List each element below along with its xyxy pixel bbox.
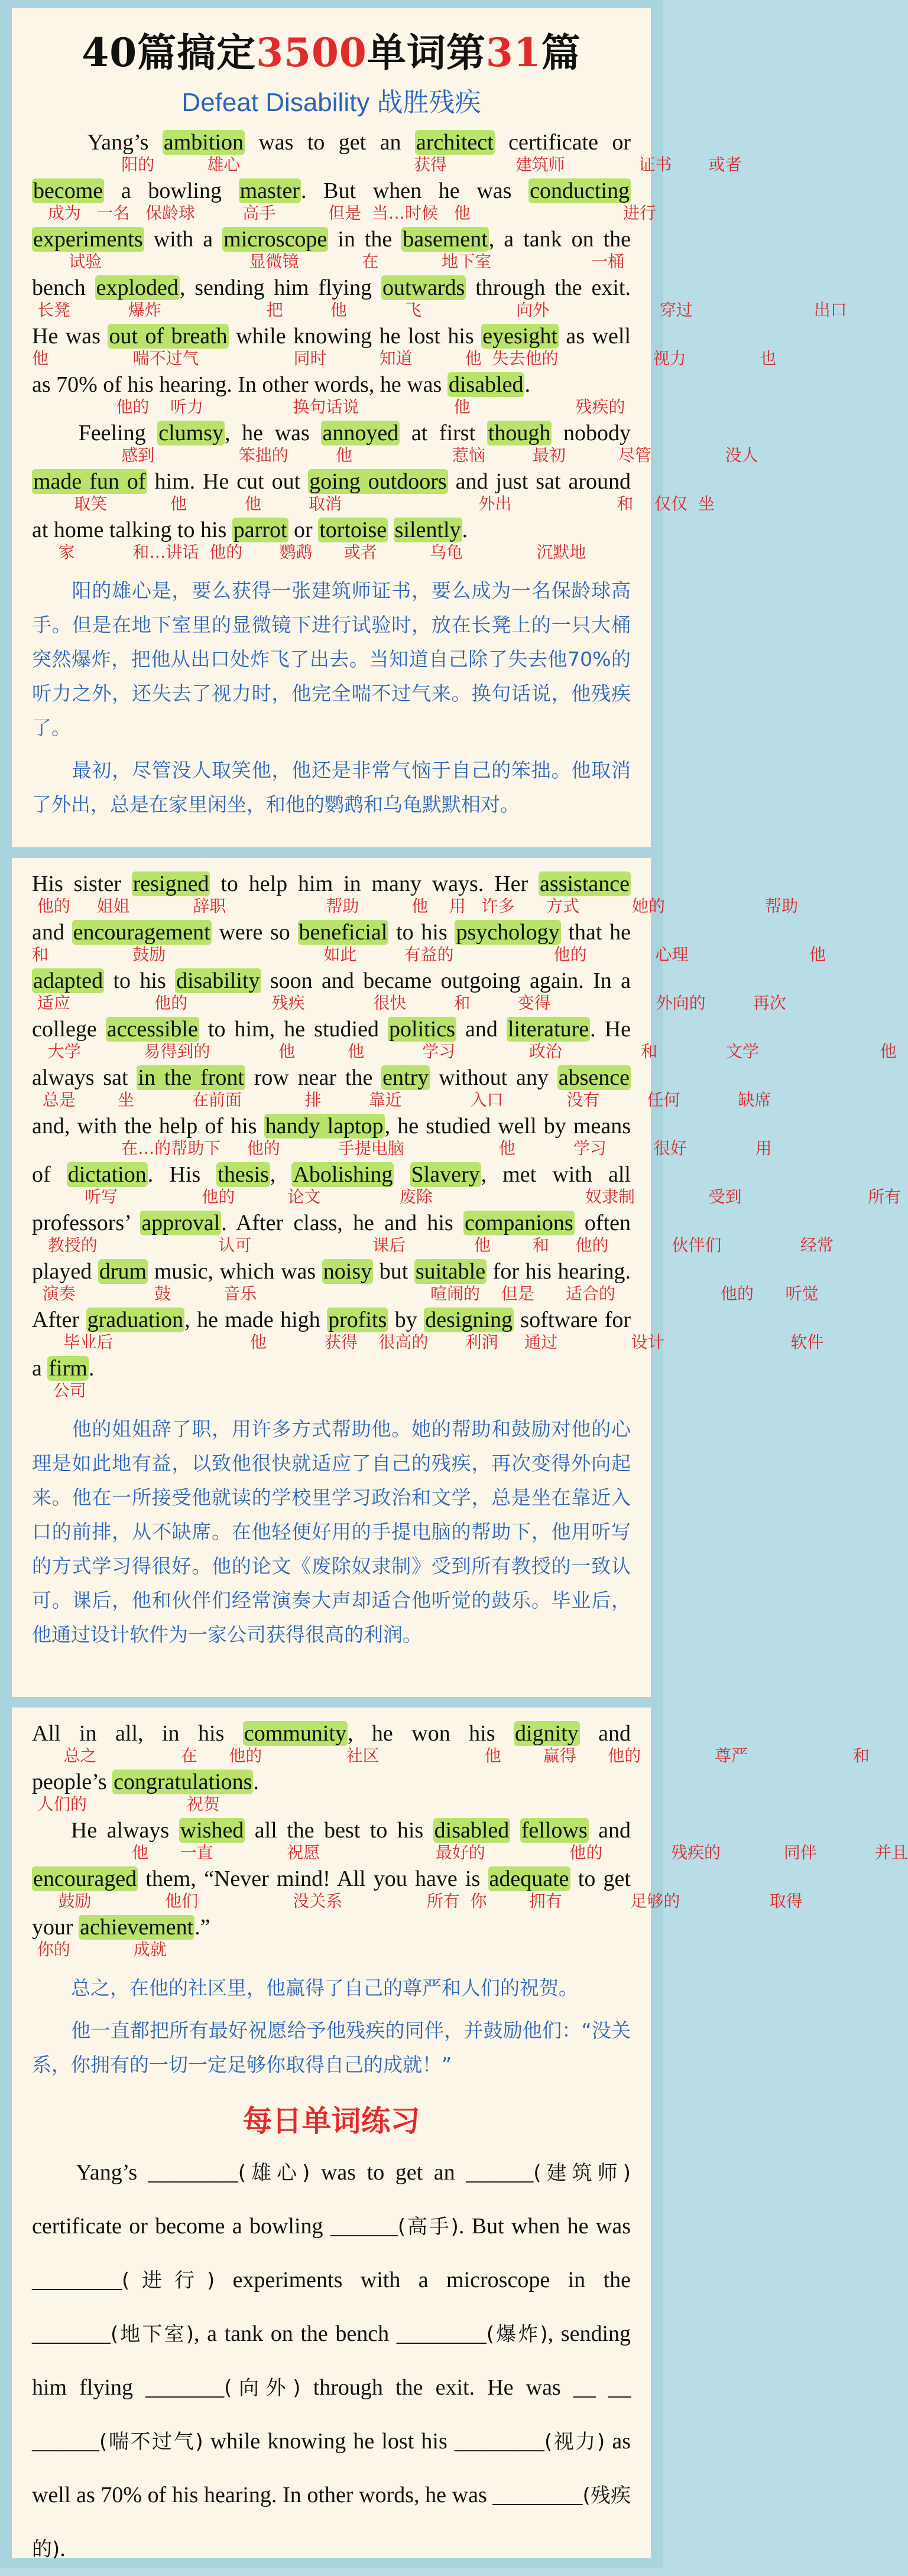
english-line: He was out of breath while knowing he lost his eyesight as well bbox=[32, 324, 631, 349]
vocab-highlight: adapted bbox=[33, 968, 103, 993]
exercise-hint: (雄心) bbox=[238, 2161, 310, 2185]
vocab-highlight: Slavery bbox=[411, 1162, 480, 1187]
text-line bbox=[32, 1817, 908, 1866]
english-line: After graduation, he made high profits by designing software for bbox=[32, 1307, 631, 1332]
vocab-highlight: dignity bbox=[514, 1721, 579, 1746]
text-line bbox=[32, 1016, 897, 1065]
vocab-highlight: profits bbox=[328, 1307, 387, 1332]
exercise-title: 每日单词练习 bbox=[242, 2103, 420, 2138]
text-line bbox=[32, 1866, 803, 1914]
chinese-gloss-line: 大学 易得到的 他 他 学习 政治 和 文学 他 bbox=[32, 1042, 897, 1061]
english-line: and, with the help of his handy laptop, he studied well by means bbox=[32, 1114, 631, 1139]
vocab-highlight: approval bbox=[141, 1211, 220, 1235]
english-line: of dictation. His thesis, Abolishing Slavery, met with all bbox=[32, 1162, 631, 1187]
vocab-highlight: architect bbox=[416, 130, 494, 155]
vocab-highlight: firm bbox=[48, 1356, 87, 1381]
vocab-highlight: achievement bbox=[80, 1915, 194, 1940]
vocab-highlight: handy laptop bbox=[265, 1114, 384, 1139]
chinese-paragraph: 最初，尽管没人取笑他，他还是非常气恼于自己的笨拙。他取消了外出，总是在家里闲坐，和他的鹦鹉和乌龟默默相对。 bbox=[32, 759, 631, 816]
text-line bbox=[32, 323, 777, 372]
text-line bbox=[32, 871, 799, 919]
vocab-highlight: Abolishing bbox=[293, 1162, 393, 1187]
vocab-highlight: noisy bbox=[323, 1259, 372, 1284]
chinese-gloss-line: 取笑 他 他 取消 外出 和 仅仅 坐 bbox=[32, 494, 715, 513]
english-line: your achievement.” bbox=[32, 1915, 210, 1940]
vocab-highlight: encouraged bbox=[33, 1866, 137, 1891]
english-line: made fun of him. He cut out going outdoors and just sat around bbox=[33, 469, 631, 494]
vocab-highlight: graduation bbox=[87, 1307, 184, 1332]
vocab-highlight: microscope bbox=[223, 227, 327, 252]
chinese-gloss-line: 在…的帮助下 他的 手提电脑 他 学习 很好 用 bbox=[32, 1139, 772, 1158]
english-line: Yang’s ambition was to get an architect certificate or bbox=[32, 130, 631, 155]
english-line: encouraged them, “Never mind! All you have is adequate to get bbox=[33, 1866, 631, 1891]
english-line: adapted to his disability soon and became outgoing again. In a bbox=[33, 968, 631, 993]
english-line: His sister resigned to help him in many ways. Her assistance bbox=[32, 871, 630, 896]
chinese-gloss-line: 家 和…讲话 他的 鹦鹉 或者 乌龟 沉默地 bbox=[32, 542, 586, 562]
text-line bbox=[32, 1720, 870, 1769]
vocab-highlight: companions bbox=[465, 1211, 573, 1235]
chinese-gloss-line: 公司 bbox=[32, 1381, 86, 1400]
chinese-gloss-line: 人们的 祝贺 bbox=[32, 1794, 220, 1814]
text-line bbox=[32, 968, 786, 1016]
title-lesson-number: 31 bbox=[485, 30, 541, 76]
vocab-highlight: clumsy bbox=[158, 421, 224, 445]
exercise-hint: (喘不过气) bbox=[99, 2430, 203, 2454]
vocab-highlight: community bbox=[244, 1721, 346, 1746]
text-line bbox=[32, 372, 631, 420]
english-line: played drum music, which was noisy but suitable for his hearing. bbox=[32, 1259, 631, 1284]
title-prefix: 40篇搞定 bbox=[82, 30, 257, 76]
vocab-highlight: tortoise bbox=[319, 518, 387, 542]
vocab-highlight: eyesight bbox=[482, 324, 557, 349]
text-line bbox=[32, 517, 631, 565]
vocab-highlight: master bbox=[239, 178, 300, 203]
english-line: bench exploded, sending him flying outwards through the exit. bbox=[32, 275, 631, 300]
vocab-highlight: experiments bbox=[33, 227, 143, 252]
vocab-highlight: literature bbox=[507, 1017, 589, 1042]
vocab-highlight: beneficial bbox=[299, 920, 388, 945]
section-3-chinese-translation bbox=[32, 1971, 631, 2082]
chinese-gloss-line: 长凳 爆炸 把 他 飞 向外 穿过 出口 bbox=[32, 300, 847, 320]
section-2-panel bbox=[12, 858, 901, 1697]
english-line: a firm. bbox=[32, 1356, 95, 1381]
title-suffix: 篇 bbox=[541, 30, 581, 76]
vocab-highlight: wished bbox=[180, 1818, 244, 1843]
vocab-highlight: conducting bbox=[530, 178, 630, 203]
exercise-hint: (建筑师) bbox=[533, 2161, 631, 2185]
vocab-highlight: thesis bbox=[218, 1162, 269, 1187]
vocab-highlight: annoyed bbox=[322, 421, 399, 445]
text-line bbox=[32, 919, 826, 968]
chinese-gloss-line: 你的 成就 bbox=[32, 1940, 167, 1959]
chinese-gloss-line: 他 一直 祝愿 最好的 他的 残疾的 同伴 并且 bbox=[32, 1843, 908, 1862]
vocab-highlight: resigned bbox=[132, 871, 209, 896]
text-line bbox=[32, 226, 631, 275]
english-line: people’s congratulations. bbox=[32, 1770, 259, 1794]
vocab-highlight: disability bbox=[176, 968, 260, 993]
chinese-gloss-line: 总之 在 他的 社区 他 赢得 他的 尊严 和 bbox=[32, 1746, 870, 1765]
vocab-highlight: parrot bbox=[233, 518, 287, 542]
vocab-highlight: disabled bbox=[434, 1818, 510, 1843]
vocab-highlight: accessible bbox=[106, 1017, 198, 1042]
text-line bbox=[32, 1914, 631, 1963]
english-line: at home talking to his parrot or tortoise silently. bbox=[32, 518, 468, 542]
vocab-highlight: made fun of bbox=[33, 469, 146, 494]
text-line bbox=[32, 1258, 819, 1307]
vocab-highlight: though bbox=[488, 421, 551, 445]
chinese-paragraph: 他的姐姐辞了职，用许多方式帮助他。她的帮助和鼓励对他的心理是如此地有益，以致他很快就适应了自己的残疾，再次变得外向起来。他在一所接受他就读的学校里学习政治和文学，总是坐在靠近入口的前排，从不缺席。在他轻便好用的手提电脑的帮助下，他用听写的方式学习得很好。他的论文《废除奴隶制》受到所有教授的一致认可。课后，他和伙伴们经常演奏大声却适合他听觉的鼓乐。毕业后，他通过设计软件为一家公司获得很高的利润。 bbox=[32, 1417, 631, 1646]
chinese-gloss-line: 他的 听力 换句话说 他 残疾的 bbox=[32, 397, 625, 417]
section-1-panel bbox=[12, 8, 847, 847]
english-line: All in all, in his community, he won his dignity and bbox=[32, 1721, 631, 1746]
chinese-gloss-line: 教授的 认可 课后 他 和 他的 伙伴们 经常 bbox=[32, 1235, 834, 1255]
vocab-highlight: politics bbox=[389, 1017, 455, 1042]
text-line bbox=[32, 1210, 834, 1258]
text-line bbox=[32, 1162, 901, 1210]
exercise-hint: (进行) bbox=[122, 2269, 215, 2292]
vocab-highlight: basement bbox=[403, 227, 488, 252]
vocab-highlight: in the front bbox=[138, 1065, 244, 1090]
section-2-chinese-translation bbox=[32, 1412, 631, 1652]
vocab-highlight: out of breath bbox=[109, 324, 228, 349]
section-3-english-text bbox=[32, 1720, 908, 1963]
vocab-highlight: become bbox=[33, 178, 103, 203]
chinese-gloss-line: 总是 坐 在前面 排 靠近 入口 没有 任何 缺席 bbox=[32, 1090, 771, 1110]
text-line bbox=[32, 129, 742, 178]
text-line bbox=[32, 275, 847, 323]
text-line bbox=[32, 1065, 771, 1113]
text-line bbox=[32, 469, 715, 517]
chinese-gloss-line: 毕业后 他 获得 很高的 利润 通过 设计 软件 bbox=[32, 1332, 824, 1352]
chinese-gloss-line: 感到 笨拙的 他 惹恼 最初 尽管 没人 bbox=[32, 445, 758, 465]
exercise-hint: (向外) bbox=[224, 2376, 301, 2400]
vocab-highlight: absence bbox=[558, 1065, 630, 1090]
vocab-highlight: silently bbox=[394, 518, 461, 542]
vocab-highlight: adequate bbox=[489, 1866, 569, 1891]
english-line: Feeling clumsy, he was annoyed at first though nobody bbox=[32, 421, 631, 445]
vocab-highlight: ambition bbox=[163, 130, 244, 155]
section-1-chinese-translation bbox=[32, 574, 631, 822]
english-line: always sat in the front row near the entry without any absence bbox=[32, 1065, 630, 1090]
text-line bbox=[32, 178, 656, 226]
exercise-text: Yang’s ________(雄心) was to get an ______(建筑师) certificate or become a bowling ______(高手). But when he was ________(进行) experiments with a microscope in the _______(地下室), a tank on the bench ________(爆炸), sending him flying _______(向外) through the exit. He was __ __ ______(喘不过气) while knowing he lost his ________(视力) as well as 70% of his hearing. In other words, he was ________(残疾的). bbox=[32, 2160, 631, 2561]
chinese-gloss-line: 听写 他的 论文 废除 奴隶制 受到 所有 bbox=[32, 1187, 901, 1206]
chinese-gloss-line: 演奏 鼓 音乐 喧闹的 但是 适合的 他的 听觉 bbox=[32, 1284, 819, 1303]
exercise-hint: (高手) bbox=[397, 2215, 459, 2239]
section-2-english-text bbox=[32, 871, 901, 1404]
chinese-gloss-line: 试验 显微镜 在 地下室 一桶 bbox=[32, 252, 625, 271]
exercise-hint: (残疾的) bbox=[32, 2484, 631, 2561]
vocab-highlight: dictation bbox=[67, 1162, 147, 1187]
vocab-highlight: drum bbox=[99, 1259, 147, 1284]
text-line bbox=[32, 420, 758, 469]
english-line: college accessible to him, he studied politics and literature. He bbox=[32, 1017, 631, 1042]
title-middle: 单词第 bbox=[367, 30, 486, 76]
exercise-hint: (爆炸) bbox=[486, 2323, 548, 2346]
chinese-gloss-line: 和 鼓励 如此 有益的 他的 心理 他 bbox=[32, 945, 826, 964]
text-line bbox=[32, 1307, 824, 1355]
chinese-gloss-line: 他 喘不过气 同时 知道 他 失去他的 视力 也 bbox=[32, 349, 777, 368]
title-word-count: 3500 bbox=[256, 30, 367, 76]
chinese-paragraph: 他一直都把所有最好祝愿给予他残疾的同伴，并鼓励他们：“没关系，你拥有的一切一定足够你取得自己的成就！” bbox=[32, 2019, 631, 2076]
exercise-hint: (地下室) bbox=[111, 2323, 194, 2346]
chinese-gloss-line: 阳的 雄心 获得 建筑师 证书 或者 bbox=[32, 155, 742, 174]
english-line: He always wished all the best to his disabled fellows and bbox=[32, 1818, 631, 1843]
text-line bbox=[32, 1769, 631, 1817]
vocab-highlight: designing bbox=[425, 1307, 513, 1332]
chinese-gloss-line: 鼓励 他们 没关系 所有 你 拥有 足够的 取得 bbox=[32, 1891, 803, 1911]
chinese-paragraph: 总之，在他的社区里，他赢得了自己的尊严和人们的祝贺。 bbox=[32, 1976, 578, 1999]
english-line: professors’ approval. After class, he and his companions often bbox=[32, 1211, 631, 1235]
section-3-panel bbox=[12, 1707, 908, 2561]
chinese-gloss-line: 成为 一名 保龄球 高手 但是 当…时候 他 进行 bbox=[32, 203, 656, 223]
page-subtitle: Defeat Disability 战胜残疾 bbox=[181, 88, 481, 117]
chinese-gloss-line: 适应 他的 残疾 很快 和 变得 外向的 再次 bbox=[32, 993, 786, 1013]
text-line bbox=[32, 1355, 631, 1404]
vocab-highlight: encouragement bbox=[73, 920, 210, 945]
text-line bbox=[32, 1113, 772, 1162]
vocab-highlight: exploded bbox=[96, 275, 179, 300]
vocab-highlight: suitable bbox=[415, 1259, 486, 1284]
vocab-highlight: outwards bbox=[382, 275, 465, 300]
chinese-gloss-line: 他的 姐姐 辞职 帮助 他 用 许多 方式 她的 帮助 bbox=[32, 896, 799, 916]
page-title bbox=[32, 21, 631, 77]
chinese-paragraph: 阳的雄心是，要么获得一张建筑师证书，要么成为一名保龄球高手。但是在地下室里的显微镜下进行试验时，放在长凳上的一只大桶突然爆炸，把他从出口处炸飞了出去。当知道自己除了失去他70%的听力之外，还失去了视力时，他完全喘不过气来。换句话说，他残疾了。 bbox=[32, 579, 631, 739]
english-line: become a bowling master. But when he was conducting bbox=[33, 178, 630, 203]
english-line: and encouragement were so beneficial to his psychology that he bbox=[32, 920, 631, 945]
vocab-highlight: fellows bbox=[521, 1818, 588, 1843]
exercise-hint: (视力) bbox=[544, 2430, 605, 2454]
vocab-highlight: assistance bbox=[540, 871, 630, 896]
vocab-highlight: entry bbox=[382, 1065, 429, 1090]
vocab-highlight: going outdoors bbox=[309, 469, 447, 494]
section-1-english-text bbox=[32, 129, 847, 565]
vocab-highlight: psychology bbox=[456, 920, 560, 945]
vocab-highlight: congratulations bbox=[114, 1770, 252, 1794]
vocab-highlight: disabled bbox=[448, 372, 524, 397]
english-line: experiments with a microscope in the basement, a tank on the bbox=[33, 227, 631, 252]
english-line: as 70% of his hearing. In other words, he was disabled. bbox=[32, 372, 530, 397]
